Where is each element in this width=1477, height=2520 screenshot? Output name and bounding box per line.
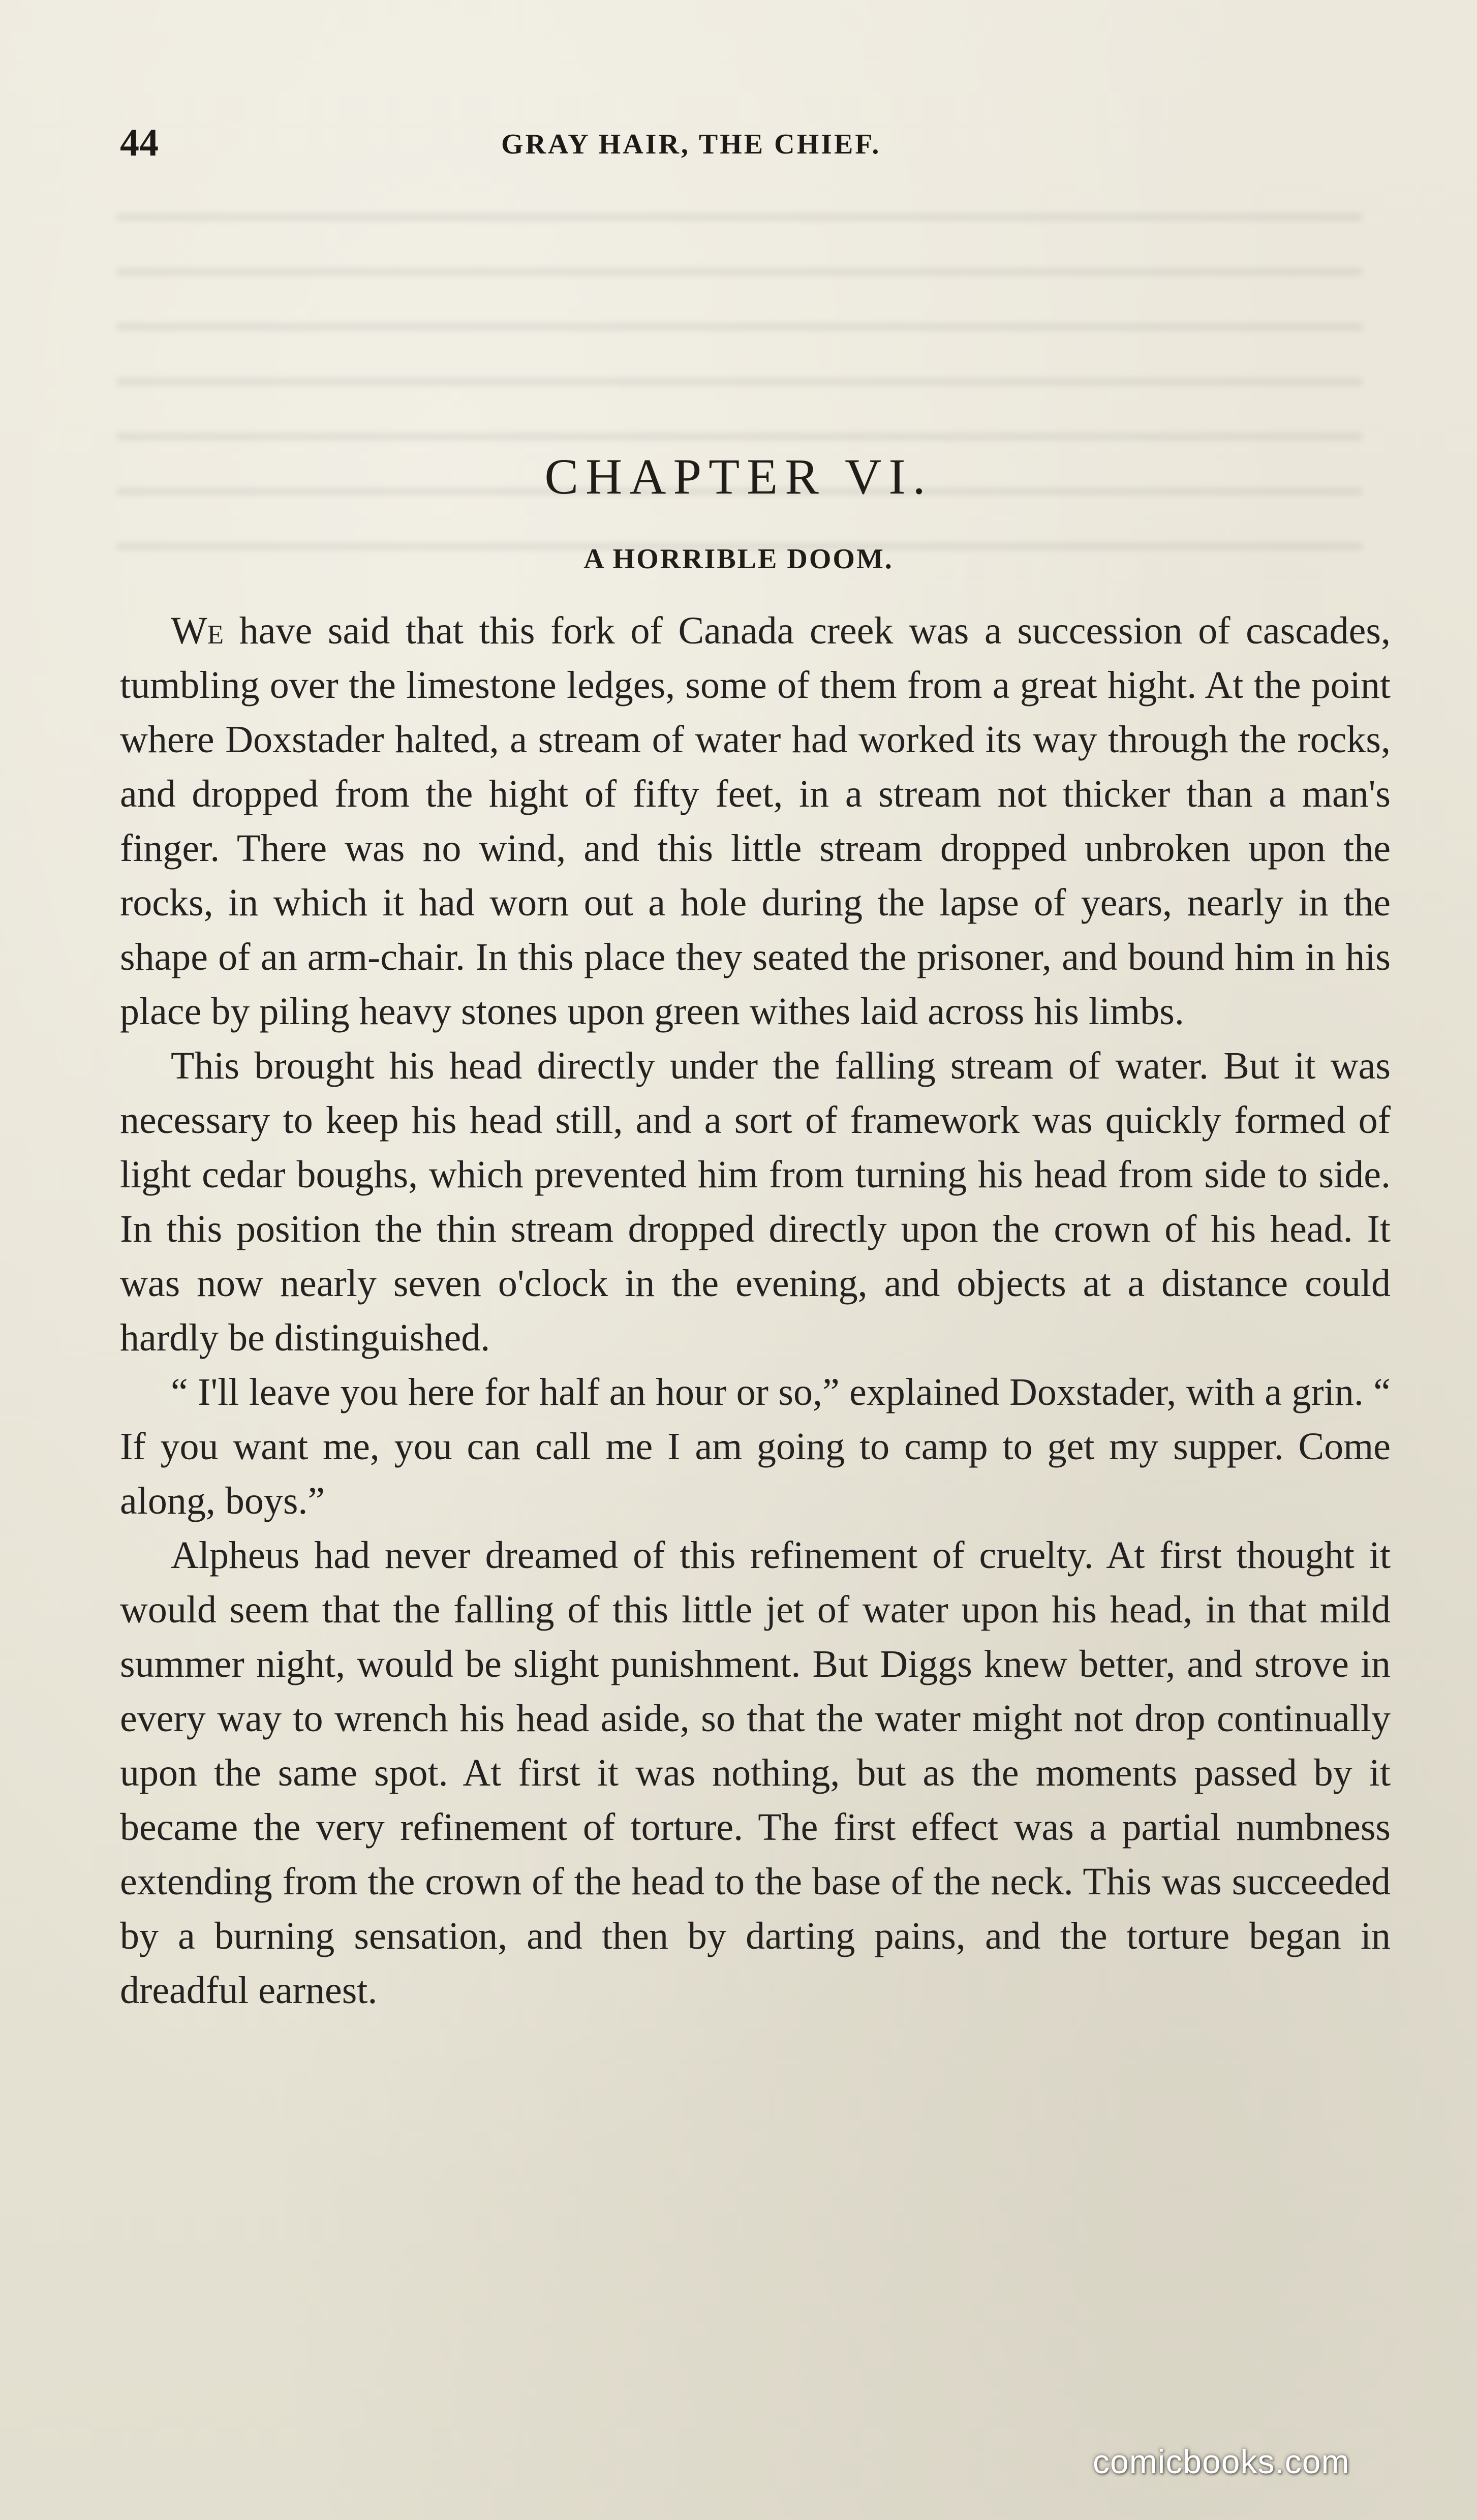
paragraph-4 [120,1528,1391,2018]
chapter-title: CHAPTER VI. [544,448,933,505]
paragraph-2 [120,1039,1391,1365]
page-number: 44 [120,121,159,164]
paragraph-lead-word: We [171,609,224,652]
paragraph-text: Alpheus had never dreamed of this refinement of cruelty. At first thought it would seem that the falling of this little jet of water upon his head, in that mild summer night, would be slight punishment. But Diggs knew better, and strove in every way to wrench his head aside, so that the water might not drop continually upon the same spot. At first it was nothing, but as the moments passed by it became the very refinement of torture. The first effect was a partial numbness extending from the crown of the head to the base of the neck. This was succeeded by a burning sensation, and then by darting pains, and the torture began in dreadful earnest. [120,1534,1391,2012]
chapter-subtitle: A HORRIBLE DOOM. [583,543,894,575]
paragraph-1 [120,604,1391,1039]
running-head: GRAY HAIR, THE CHIEF. [501,129,881,160]
show-through-text [117,213,1362,569]
body-text [120,604,1391,2018]
paragraph-text: “ I'll leave you here for half an hour or so,” explained Doxstader, with a grin. “ If you want me, you can call me I am going to camp to get my supper. Come along, boys.” [120,1371,1391,1522]
paragraph-text: have said that this fork of Canada creek was a succession of cascades, tumbling over the limestone ledges, some of them from a great hight. At the point where Doxstader halted, a stream of water had worked its way through the rocks, and dropped from the hight of fifty feet, in a stream not thicker than a man's finger. There was no wind, and this little stream dropped unbroken upon the rocks, in which it had worn out a hole during the lapse of years, nearly in the shape of an arm-chair. In this place they seated the prisoner, and bound him in his place by piling heavy stones upon green withes laid across his limbs. [120,609,1391,1033]
paragraph-text: This brought his head directly under the falling stream of water. But it was necessary to keep his head still, and a sort of framework was quickly formed of light cedar boughs, which prevented him from turning his head from side to side. In this position the thin stream dropped directly upon the crown of his head. It was now nearly seven o'clock in the evening, and objects at a distance could hardly be distinguished. [120,1044,1391,1359]
site-watermark: comicbooks.com [1093,2443,1350,2480]
paragraph-3 [120,1365,1391,1528]
page-header [120,121,1391,172]
